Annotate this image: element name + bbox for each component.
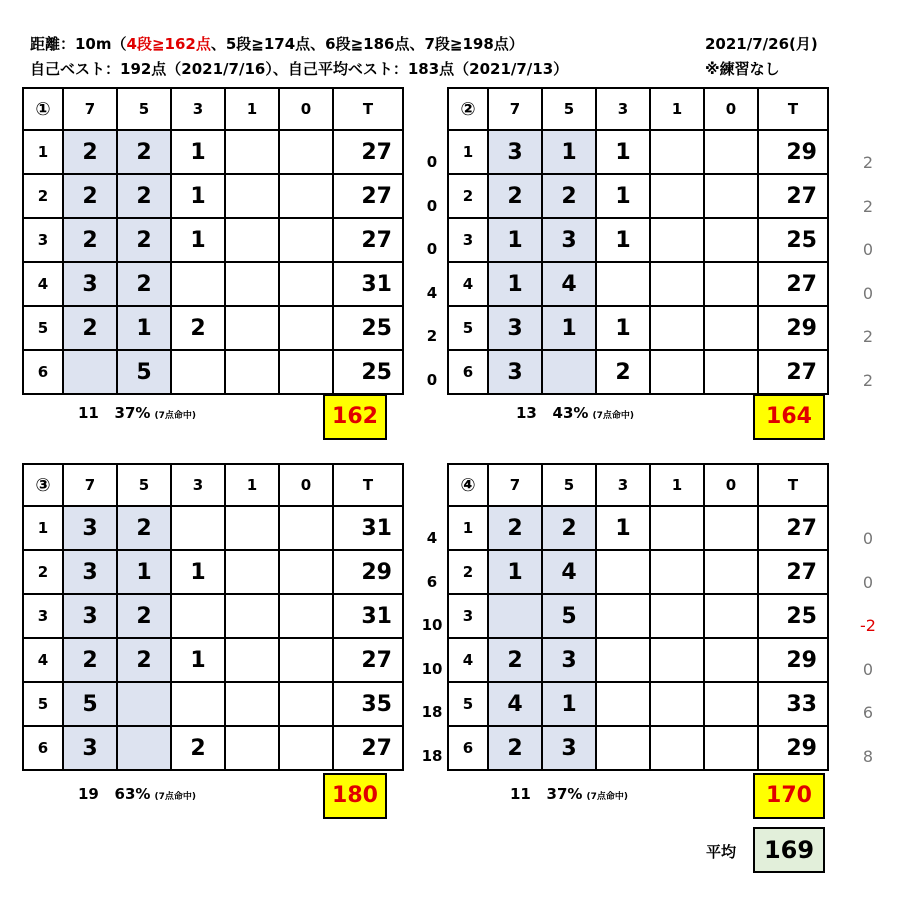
cumulative-diff: 6: [426, 572, 438, 591]
score-cell: 2: [63, 218, 117, 262]
average-value: 169: [753, 827, 825, 873]
score-cell: [542, 350, 596, 394]
round-2-total: 164: [753, 394, 825, 440]
score-cell: 2: [63, 174, 117, 218]
score-cell: [225, 594, 279, 638]
end-row: [448, 638, 828, 682]
end-number: 2: [23, 550, 63, 594]
column-header: 1: [650, 464, 704, 506]
score-cell: 3: [63, 726, 117, 770]
grade-4-threshold: 4段≧162点: [126, 35, 211, 53]
column-header: 5: [542, 88, 596, 130]
score-cell: 1: [596, 174, 650, 218]
round-2-stats: 13 43% (7点命中): [516, 404, 634, 422]
score-cell: 3: [488, 130, 542, 174]
end-row: [448, 350, 828, 394]
score-cell: 1: [171, 550, 225, 594]
score-cell: [596, 682, 650, 726]
end-row: [23, 726, 403, 770]
end-row: [23, 174, 403, 218]
score-cell: [704, 594, 758, 638]
column-header: 0: [704, 464, 758, 506]
round-2-table: [447, 87, 829, 395]
score-cell: [650, 682, 704, 726]
end-number: 5: [448, 682, 488, 726]
cumulative-diff: 18: [421, 703, 443, 722]
score-cell: 1: [488, 550, 542, 594]
score-cell: 1: [171, 638, 225, 682]
score-cell: 2: [542, 174, 596, 218]
end-number: 2: [448, 550, 488, 594]
score-cell: 3: [488, 306, 542, 350]
score-cell: 2: [542, 506, 596, 550]
end-diff: 2: [862, 371, 874, 390]
cumulative-diff: 0: [426, 371, 438, 389]
end-diff: 0: [862, 283, 874, 303]
score-cell: 1: [542, 130, 596, 174]
score-cell: 2: [117, 174, 171, 218]
end-row: [448, 306, 828, 350]
round-1-table: [22, 87, 404, 395]
end-number: 4: [23, 262, 63, 306]
cumulative-diff: 0: [426, 240, 438, 259]
cumulative-diff: 0: [426, 153, 438, 171]
score-cell: [704, 638, 758, 682]
score-cell: [225, 262, 279, 306]
end-total: 31: [333, 506, 403, 550]
end-diff: 6: [862, 703, 874, 723]
round-3-stats: 19 63% (7点命中): [78, 785, 196, 803]
end-row: [23, 130, 403, 174]
end-number: 1: [448, 506, 488, 550]
end-diff: 8: [862, 747, 874, 766]
score-cell: [704, 682, 758, 726]
end-row: [23, 218, 403, 262]
score-cell: [279, 726, 333, 770]
score-cell: 2: [63, 306, 117, 350]
end-total: 25: [758, 594, 828, 638]
score-cell: 3: [542, 638, 596, 682]
column-header: 5: [117, 464, 171, 506]
score-cell: [650, 218, 704, 262]
score-cell: [704, 262, 758, 306]
average-label: 平均: [706, 843, 737, 861]
score-cell: 1: [117, 306, 171, 350]
score-cell: 2: [117, 130, 171, 174]
end-row: [448, 174, 828, 218]
end-total: 27: [758, 350, 828, 394]
cumulative-diff: 4: [426, 283, 438, 302]
end-row: [23, 550, 403, 594]
end-row: [23, 306, 403, 350]
end-number: 1: [23, 130, 63, 174]
cumulative-diff: 10: [421, 659, 443, 678]
score-cell: 2: [117, 594, 171, 638]
end-total: 27: [333, 638, 403, 682]
score-cell: [279, 306, 333, 350]
score-cell: [596, 726, 650, 770]
round-1-total: 162: [323, 394, 387, 440]
score-cell: [650, 306, 704, 350]
end-total: 27: [758, 174, 828, 218]
score-cell: 2: [596, 350, 650, 394]
column-header: 7: [488, 464, 542, 506]
score-cell: 2: [117, 262, 171, 306]
score-cell: 3: [63, 506, 117, 550]
end-row: [23, 350, 403, 394]
score-cell: [650, 130, 704, 174]
end-number: 6: [448, 726, 488, 770]
score-cell: 4: [488, 682, 542, 726]
score-cell: [704, 174, 758, 218]
end-number: 3: [448, 594, 488, 638]
end-row: [23, 682, 403, 726]
end-total: 35: [333, 682, 403, 726]
round-id: ③: [23, 464, 63, 506]
cumulative-diff: 10: [421, 616, 443, 635]
end-total: 27: [758, 262, 828, 306]
score-cell: 2: [488, 726, 542, 770]
end-number: 6: [23, 350, 63, 394]
column-header: 7: [63, 464, 117, 506]
score-cell: [704, 350, 758, 394]
score-cell: [117, 682, 171, 726]
end-number: 6: [448, 350, 488, 394]
score-cell: [704, 506, 758, 550]
column-header: T: [758, 464, 828, 506]
score-cell: [225, 130, 279, 174]
score-cell: 3: [542, 218, 596, 262]
end-total: 25: [758, 218, 828, 262]
score-cell: [171, 594, 225, 638]
end-number: 1: [23, 506, 63, 550]
score-cell: [117, 726, 171, 770]
score-cell: 3: [63, 594, 117, 638]
score-cell: [596, 262, 650, 306]
column-header: 3: [596, 88, 650, 130]
column-header: 0: [279, 464, 333, 506]
score-cell: 1: [596, 218, 650, 262]
end-row: [23, 506, 403, 550]
round-3-table: [22, 463, 404, 771]
score-cell: [650, 550, 704, 594]
score-cell: [650, 262, 704, 306]
end-number: 3: [23, 218, 63, 262]
end-total: 31: [333, 262, 403, 306]
score-cell: [279, 130, 333, 174]
score-cell: [279, 594, 333, 638]
column-header: T: [758, 88, 828, 130]
score-cell: [225, 350, 279, 394]
cumulative-diff: 4: [426, 529, 438, 547]
end-total: 25: [333, 350, 403, 394]
end-diff: 0: [862, 659, 874, 679]
cumulative-diff: 0: [426, 196, 438, 215]
score-cell: [596, 594, 650, 638]
column-header: 5: [542, 464, 596, 506]
score-cell: 4: [542, 262, 596, 306]
score-cell: 2: [488, 638, 542, 682]
score-cell: [279, 550, 333, 594]
score-cell: [650, 726, 704, 770]
round-3-total: 180: [323, 773, 387, 819]
end-total: 27: [333, 174, 403, 218]
score-cell: [225, 506, 279, 550]
score-cell: 1: [596, 506, 650, 550]
score-cell: 2: [488, 506, 542, 550]
column-header: 7: [63, 88, 117, 130]
score-cell: [225, 218, 279, 262]
end-row: [448, 506, 828, 550]
column-header: 1: [225, 464, 279, 506]
score-cell: 5: [117, 350, 171, 394]
score-cell: 4: [542, 550, 596, 594]
end-total: 29: [758, 130, 828, 174]
end-row: [448, 594, 828, 638]
column-header: 7: [488, 88, 542, 130]
score-cell: 2: [488, 174, 542, 218]
score-cell: [279, 638, 333, 682]
score-cell: [225, 726, 279, 770]
score-cell: 1: [171, 130, 225, 174]
score-cell: [650, 506, 704, 550]
end-diff: 0: [862, 529, 874, 548]
end-number: 5: [23, 682, 63, 726]
column-header: 5: [117, 88, 171, 130]
score-cell: 3: [488, 350, 542, 394]
end-row: [448, 726, 828, 770]
end-total: 25: [333, 306, 403, 350]
end-number: 3: [448, 218, 488, 262]
end-row: [23, 638, 403, 682]
end-number: 4: [23, 638, 63, 682]
end-diff: 2: [862, 196, 874, 216]
score-cell: [704, 726, 758, 770]
score-cell: [704, 218, 758, 262]
end-row: [448, 682, 828, 726]
score-cell: 1: [117, 550, 171, 594]
round-4-total: 170: [753, 773, 825, 819]
end-total: 29: [758, 638, 828, 682]
end-diff: 0: [862, 572, 874, 592]
score-cell: [225, 682, 279, 726]
score-cell: 2: [63, 130, 117, 174]
column-header: T: [333, 464, 403, 506]
end-number: 4: [448, 262, 488, 306]
end-total: 29: [758, 306, 828, 350]
end-total: 27: [758, 550, 828, 594]
column-header: 3: [596, 464, 650, 506]
end-number: 1: [448, 130, 488, 174]
round-4-table: [447, 463, 829, 771]
score-cell: 2: [117, 506, 171, 550]
score-cell: 5: [63, 682, 117, 726]
score-cell: [704, 306, 758, 350]
column-header: 3: [171, 88, 225, 130]
score-cell: [171, 682, 225, 726]
score-cell: [650, 174, 704, 218]
score-cell: [279, 682, 333, 726]
end-total: 27: [333, 130, 403, 174]
end-total: 27: [333, 726, 403, 770]
end-row: [23, 262, 403, 306]
score-cell: [596, 638, 650, 682]
score-cell: [279, 262, 333, 306]
score-cell: [650, 594, 704, 638]
score-cell: 2: [171, 306, 225, 350]
distance-line: 距離：10m（4段≧162点、5段≧174点、6段≧186点、7段≧198点）: [30, 35, 524, 53]
cumulative-diff: 2: [426, 327, 438, 346]
score-cell: 1: [542, 306, 596, 350]
round-id: ②: [448, 88, 488, 130]
score-cell: [650, 638, 704, 682]
end-total: 27: [758, 506, 828, 550]
column-header: T: [333, 88, 403, 130]
score-cell: [279, 174, 333, 218]
column-header: 1: [225, 88, 279, 130]
score-cell: 1: [488, 262, 542, 306]
end-row: [448, 218, 828, 262]
end-number: 3: [23, 594, 63, 638]
score-cell: [225, 174, 279, 218]
end-diff: -2: [860, 616, 876, 636]
score-cell: [279, 218, 333, 262]
score-cell: [225, 550, 279, 594]
end-number: 2: [448, 174, 488, 218]
score-cell: [279, 506, 333, 550]
score-cell: 2: [171, 726, 225, 770]
column-header: 3: [171, 464, 225, 506]
score-cell: 2: [63, 638, 117, 682]
end-row: [448, 262, 828, 306]
score-cell: [279, 350, 333, 394]
end-diff: 2: [862, 153, 874, 172]
session-date: 2021/7/26(月): [705, 35, 818, 53]
score-cell: [171, 506, 225, 550]
cumulative-diff: 18: [421, 747, 443, 765]
end-number: 5: [23, 306, 63, 350]
score-cell: [704, 550, 758, 594]
column-header: 1: [650, 88, 704, 130]
score-cell: [171, 350, 225, 394]
end-total: 29: [333, 550, 403, 594]
score-cell: [704, 130, 758, 174]
score-cell: [225, 306, 279, 350]
personal-best-line: 自己ベスト：192点（2021/7/16）、自己平均ベスト：183点（2021/7/13）: [30, 60, 569, 78]
score-cell: 3: [63, 262, 117, 306]
round-id: ①: [23, 88, 63, 130]
end-total: 31: [333, 594, 403, 638]
score-cell: [225, 638, 279, 682]
end-row: [448, 550, 828, 594]
column-header: 0: [279, 88, 333, 130]
score-cell: [596, 550, 650, 594]
end-number: 4: [448, 638, 488, 682]
column-header: 0: [704, 88, 758, 130]
end-diff: 2: [862, 327, 874, 347]
end-number: 2: [23, 174, 63, 218]
score-cell: 2: [117, 638, 171, 682]
score-cell: 3: [63, 550, 117, 594]
score-cell: 1: [596, 306, 650, 350]
score-cell: [488, 594, 542, 638]
score-cell: 1: [542, 682, 596, 726]
score-cell: [650, 350, 704, 394]
end-total: 33: [758, 682, 828, 726]
end-diff: 0: [862, 240, 874, 260]
round-id: ④: [448, 464, 488, 506]
end-row: [448, 130, 828, 174]
end-row: [23, 594, 403, 638]
round-1-stats: 11 37% (7点命中): [78, 404, 196, 422]
score-cell: 1: [596, 130, 650, 174]
score-cell: 1: [171, 218, 225, 262]
score-cell: 1: [171, 174, 225, 218]
end-number: 5: [448, 306, 488, 350]
end-total: 27: [333, 218, 403, 262]
end-total: 29: [758, 726, 828, 770]
score-cell: 5: [542, 594, 596, 638]
score-cell: [171, 262, 225, 306]
score-cell: 1: [488, 218, 542, 262]
end-number: 6: [23, 726, 63, 770]
score-cell: 3: [542, 726, 596, 770]
round-4-stats: 11 37% (7点命中): [510, 785, 628, 803]
score-cell: 2: [117, 218, 171, 262]
score-cell: [63, 350, 117, 394]
session-note: ※練習なし: [705, 60, 780, 78]
